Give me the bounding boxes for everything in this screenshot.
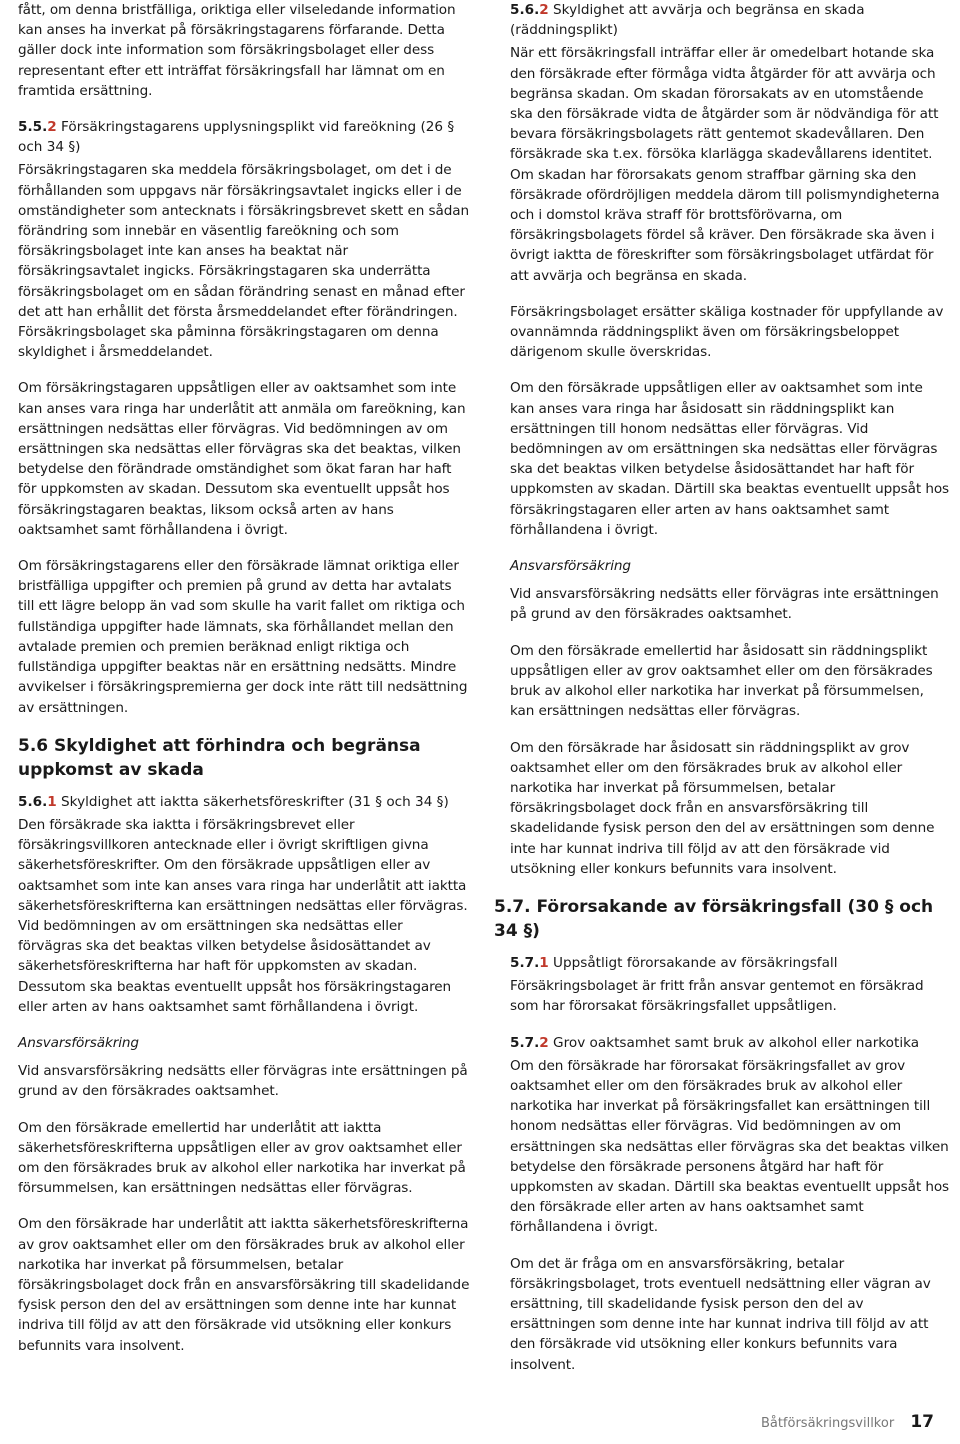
section-title: Skyldighet att avvärja och begränsa en skada (räddningsplikt) (510, 2, 865, 39)
paragraph: När ett försäkringsfall inträffar eller är omedelbart hotande ska den försäkrade efter förmåga vidta åtgärder för att avvärja och begränsa skadan. Om skadan förorsakats av en utomstående ska den försäkrade vidta de åtgärder som är nödvändiga för att bevara försäkringsbolagets rätt gentemot skadevållaren. Den försäkrade ska t.ex. försöka klarlägga skadevållarens identitet. Om skadan har förorsakats genom straffbar gärning ska den försäkrade ofördröjligen meddela därom till polismyndigheterna och i domstol kräva straff för brottsförövarna, om försäkringsbolagets fördel så kräver. Den försäkrade ska även i övrigt iaktta de föreskrifter som försäkringsbolaget utfärdat för att avvärja och begränsa en skada. (510, 45, 940, 284)
section-5-5-2-heading (18, 117, 470, 157)
section-title: Grov oaktsamhet samt bruk av alkohol eller narkotika (553, 1034, 920, 1051)
section-number-prefix: 5.6. (18, 793, 48, 810)
intro-paragraph: fått, om denna bristfälliga, oriktiga eller vilseledande information kan anses ha inverkat på försäkringstagarens förfarande. Detta gäller dock inte information som försäkringsbolaget eller dess representant efter ett inträffat försäkringsfall har lämnat om en framtida ersättning. (18, 2, 456, 99)
paragraph: Om den försäkrade har underlåtit att iaktta säkerhetsföreskrifterna av grov oaktsamhet eller om den försäkrades bruk av alkohol eller narkotika har inverkat på försummelsen, betalar försäkringsbolaget dock från en ansvarsförsäkring till skadelidande fysisk person den del av ersättningen som denne inte har kunnat indriva till följd av att den försäkrade vid utsökning eller konkurs befunnits vara insolvent. (18, 1216, 470, 1354)
section-title: Uppsåtligt förorsakande av försäkringsfall (553, 954, 838, 971)
footer-doc-title: Båtförsäkringsvillkor (760, 1416, 895, 1431)
section-number-prefix: 5.7. (510, 954, 540, 971)
section-5-6-heading: 5.6 Skyldighet att förhindra och begränsa uppkomst av skada (18, 735, 421, 780)
paragraph: Om den försäkrade uppsåtligen eller av oaktsamhet som inte kan anses vara ringa har åsidosatt sin räddningsplikt kan ersättningen till honom nedsättas eller förvägras. Vid bedömningen av om ersättningen ska nedsättas eller förvägras ska det beaktas vilken betydelse åsidosättandet har haft för uppkomsten av skadan. Därtill ska beaktas eventuellt uppsåt hos försäkringstagaren eller arten av hans oaktsamhet samt förhållandena i övrigt. (510, 380, 950, 538)
section-number-accent: 1 (47, 793, 57, 810)
left-column (18, 0, 470, 1372)
paragraph: Om den försäkrade har förorsakat försäkringsfallet av grov oaktsamhet eller om den försäkrades bruk av alkohol eller narkotika har inverkat på försäkringsfallet kan ersättningen till honom nedsättas eller förvägras. Vid bedömningen av om ersättningen ska nedsättas eller förvägras ska det beaktas vilken betydelse den försäkrade personens åtgärd har haft för uppkomsten av skadan. Därtill ska beaktas eventuellt uppsåt hos den försäkrade eller arten av hans oaktsamhet samt förhållandena i övrigt. (510, 1057, 950, 1236)
paragraph: Om det är fråga om en ansvarsförsäkring, betalar försäkringsbolaget, trots eventuell nedsättning eller vägran av ersättning, till skadelidande fysisk person den del av ersättningen som denne inte har kunnat indriva till följd av att den försäkrade vid utsökning eller konkurs befunnits vara insolvent. (510, 1255, 931, 1373)
section-5-6-1-heading (18, 792, 470, 812)
paragraph: Försäkringsbolaget ersätter skäliga kostnader för uppfyllande av ovannämnda räddningsplikt även om försäkringsbeloppet därigenom skulle överskridas. (510, 303, 944, 361)
section-number-accent: 2 (539, 2, 549, 18)
paragraph: Vid ansvarsförsäkring nedsätts eller förvägras inte ersättningen på grund av den försäkrades oaktsamhet. (510, 586, 939, 623)
page-number: 17 (910, 1412, 934, 1432)
section-5-7-heading: 5.7. Förorsakande av försäkringsfall (30 § och 34 §) (494, 896, 934, 941)
page-footer (761, 1412, 934, 1432)
paragraph: Om den försäkrade emellertid har åsidosatt sin räddningsplikt uppsåtligen eller av grov oaktsamhet eller om den försäkrades bruk av alkohol eller narkotika har inverkat på försummelsen, kan ersättningen nedsättas eller förvägras. (510, 642, 933, 720)
paragraph: Försäkringstagaren ska meddela försäkringsbolaget, om det i de förhållanden som uppgavs när försäkringsavtalet ingicks eller i de omständigheter som antecknats i försäkringsbrevet skett en sådan förändring som innebär en väsentlig fareökning och som försäkringsbolaget inte kan anses ha beaktat när försäkringsavtalet ingicks. Försäkringstagaren ska underrätta försäkringsbolaget om en sådan förändring senast en månad efter det att han erhållit det första årsmeddelandet efter förändringen. Försäkringsbolaget ska påminna försäkringstagaren om denna skyldighet i årsmeddelandet. (18, 162, 469, 361)
right-column (494, 0, 950, 1391)
paragraph: Försäkringsbolaget är fritt från ansvar gentemot en försäkrad som har förorsakat försäkringsfallet uppsåtligen. (510, 978, 924, 1015)
section-title: Skyldighet att iaktta säkerhetsföreskrifter (31 § och 34 §) (61, 793, 449, 810)
paragraph: Om försäkringstagaren uppsåtligen eller av oaktsamhet som inte kan anses vara ringa har underlåtit att anmäla om fareökning, kan ersättningen nedsättas eller förvägras. Vid bedömningen av om ersättningen ska nedsättas eller förvägras ska det beaktas, vilken betydelse den förändrade omständighet som ökat faran har haft för uppkomsten av skadan. Dessutom ska eventuellt uppsåt hos försäkringstagaren beaktas, liksom också arten av hans oaktsamhet samt förhållandena i övrigt. (18, 380, 466, 538)
paragraph: Om den försäkrade emellertid har underlåtit att iaktta säkerhetsföreskrifterna uppsåtligen eller av grov oaktsamhet eller om den försäkrades bruk av alkohol eller narkotika har inverkat på försummelsen, kan ersättningen nedsättas eller förvägras. (18, 1119, 466, 1197)
section-number-accent: 2 (539, 1034, 549, 1051)
section-5-7-1-heading (510, 953, 950, 973)
paragraph: Om försäkringstagarens eller den försäkrade lämnat oriktiga eller bristfälliga uppgifter och premien på grund av detta har avtalats till ett lägre belopp än vad som skulle ha varit fallet om riktiga och fullständiga uppgifter hade lämnats, ska förhållandet mellan den avtalade premien och premien beräknad enligt riktiga och fullständiga uppgifter beaktas när en ersättning nedsätts. Mindre avvikelser i försäkringspremierna ger dock inte rätt till nedsättning av ersättningen. (18, 558, 468, 716)
paragraph: Den försäkrade ska iaktta i försäkringsbrevet eller försäkringsvillkoren antecknade eller i övrigt skriftligen givna säkerhetsföreskrifter. Om den försäkrade uppsåtligen eller av oaktsamhet som inte kan anses vara ringa har underlåtit att iaktta säkerhetsföreskrifterna kan ersättningen nedsättas eller förvägras. Vid bedömningen av om ersättningen ska nedsättas eller förvägras ska det beaktas vilken betydelse åsidosättandet av säkerhetsföreskrifterna har haft för uppkomsten av skadan. Dessutom ska beaktas eventuellt uppsåt hos försäkringstagaren eller arten av hans oaktsamhet samt förhållandena i övrigt. (18, 816, 468, 1015)
paragraph: Vid ansvarsförsäkring nedsätts eller förvägras inte ersättningen på grund av den försäkrades oaktsamhet. (18, 1063, 468, 1100)
subheading-ansvarsforsakring: Ansvarsförsäkring (18, 1034, 139, 1051)
section-number-accent: 1 (539, 954, 549, 971)
section-number-prefix: 5.5. (18, 119, 48, 136)
section-title: Försäkringstagarens upplysningsplikt vid fareökning (26 § och 34 §) (18, 119, 455, 156)
section-number-prefix: 5.7. (510, 1034, 540, 1051)
section-number-prefix: 5.6. (510, 2, 540, 18)
section-5-7-2-heading (510, 1033, 950, 1053)
section-5-6-2-heading (510, 0, 950, 40)
paragraph: Om den försäkrade har åsidosatt sin räddningsplikt av grov oaktsamhet eller om den försäkrades bruk av alkohol eller narkotika har inverkat på försummelsen, betalar försäkringsbolaget dock från en ansvarsförsäkring till skadelidande fysisk person den del av ersättningen som denne inte har kunnat indriva till följd av att den försäkrade vid utsökning eller konkurs befunnits vara insolvent. (510, 739, 935, 877)
subheading-ansvarsforsakring: Ansvarsförsäkring (510, 558, 631, 575)
section-number-accent: 2 (47, 119, 57, 136)
